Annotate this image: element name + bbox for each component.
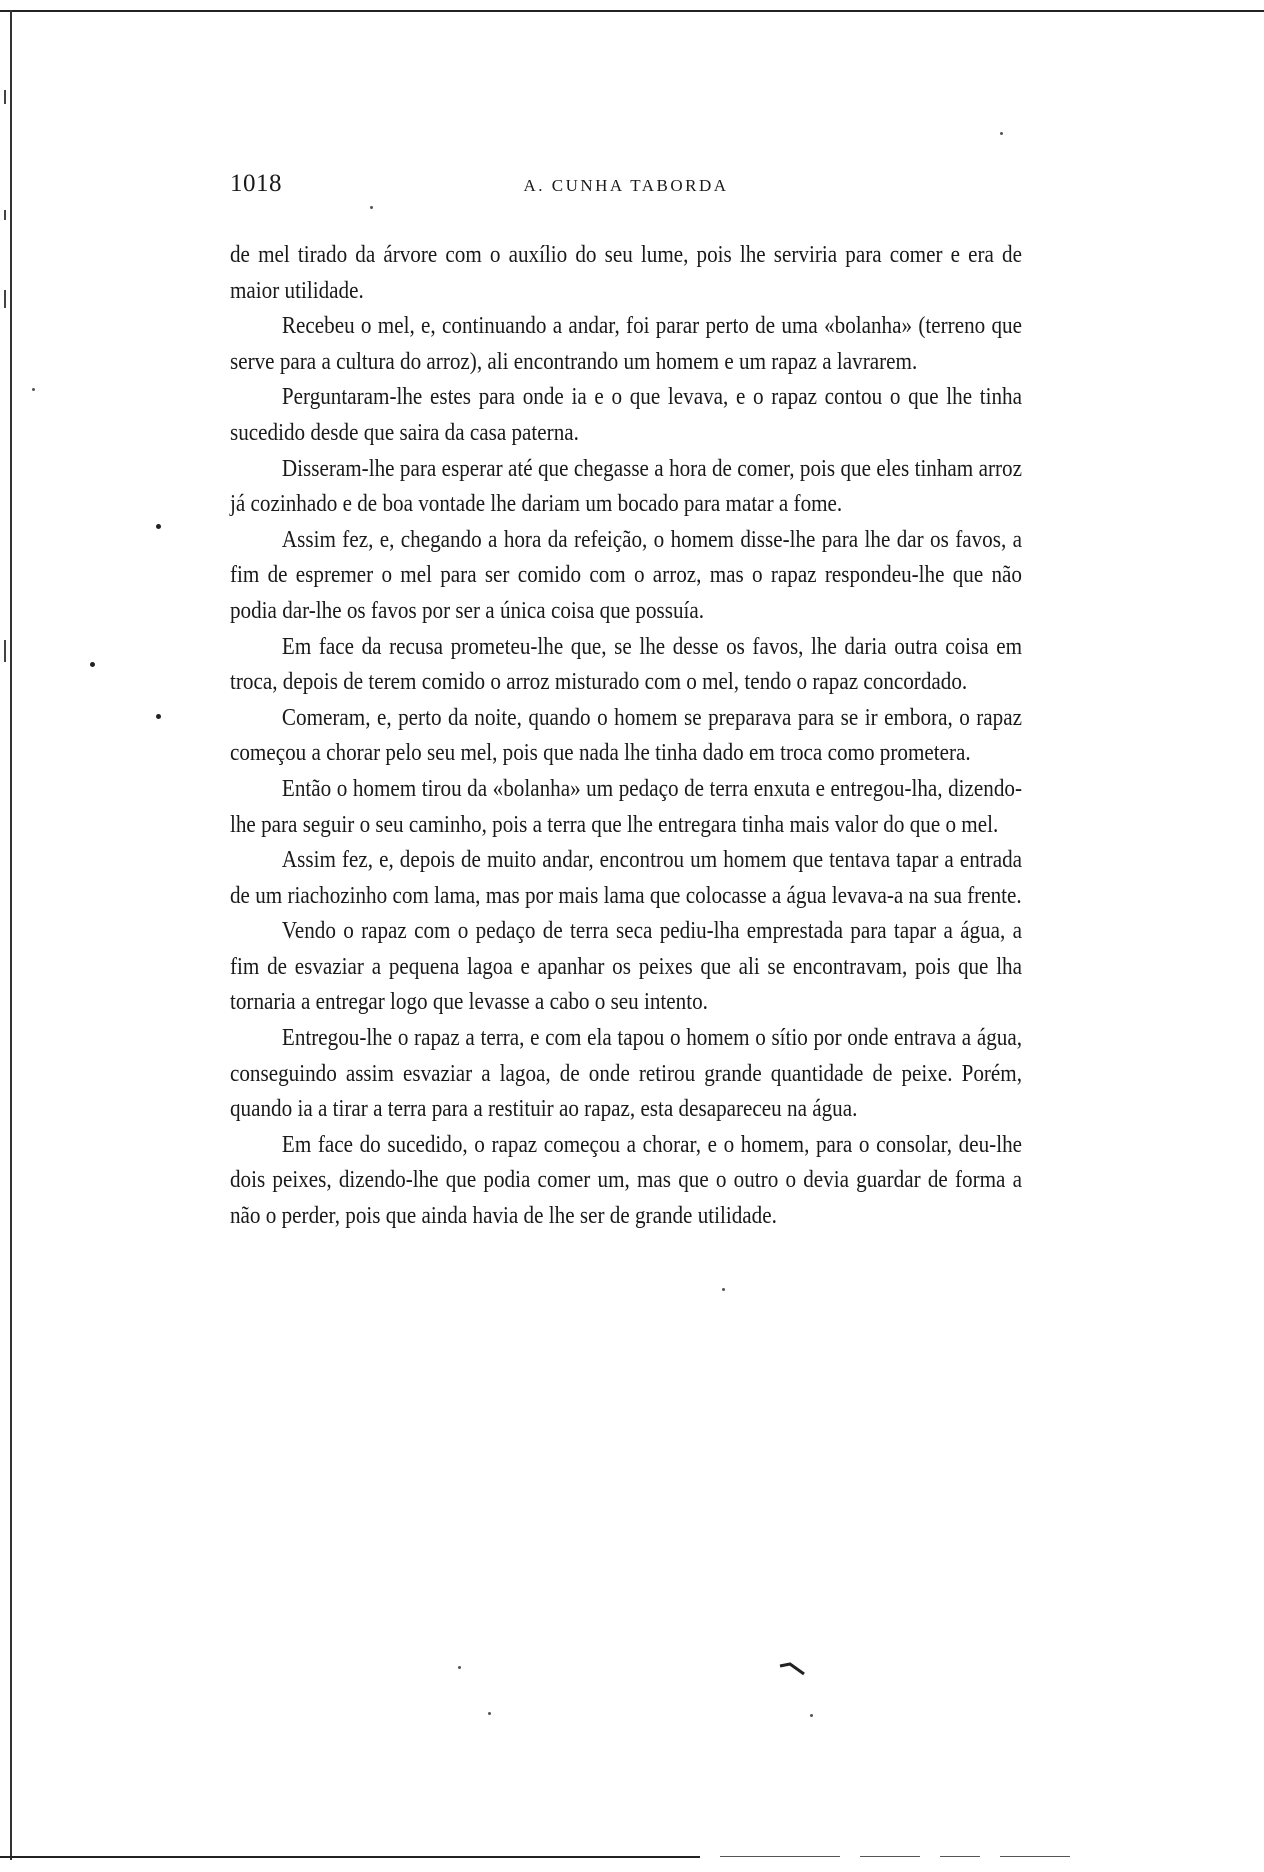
margin-mark [4, 290, 6, 308]
bottom-border-dash [1000, 1856, 1070, 1857]
scan-speck [156, 714, 161, 719]
scan-speck [810, 1714, 813, 1717]
paragraph: Perguntaram-lhe estes para onde ia e o que levava, e o rapaz contou o que lhe tinha sucedido desde que saira da casa paterna. [230, 384, 1022, 446]
body-text [230, 238, 1022, 1235]
scan-speck [458, 1666, 461, 1669]
paragraph: Em face do sucedido, o rapaz começou a chorar, e o homem, para o consolar, deu-lhe dois peixes, dizendo-lhe que podia comer um, mas que o outro o devia guardar de forma a não o perder, pois que ainda havia de lhe ser de grande utilidade. [230, 1131, 1022, 1230]
page-number: 1018 [230, 170, 282, 197]
bottom-border-dash [940, 1856, 980, 1857]
running-title: A. CUNHA TABORDA [523, 176, 729, 195]
paragraph: Vendo o rapaz com o pedaço de terra seca pediu-lha emprestada para tapar a água, a fim de esvaziar a pequena lagoa e apanhar os peixes que ali se encontravam, pois que lha tornaria a entregar logo que levasse a cabo o seu intento. [230, 918, 1022, 1016]
scan-speck [370, 206, 373, 209]
paragraph: Recebeu o mel, e, continuando a andar, foi parar perto de uma «bolanha» (terreno que serve para a cultura do arroz), ali encontrando um homem e um rapaz a lavrarem. [230, 313, 1022, 375]
running-head [230, 170, 1022, 206]
paragraph: Assim fez, e, depois de muito andar, encontrou um homem que tentava tapar a entrada de um riachozinho com lama, mas por mais lama que colocasse a água levava-a na sua frente. [230, 847, 1022, 909]
paragraph-continuation: de mel tirado da árvore com o auxílio do seu lume, pois lhe serviria para comer e era de maior utilidade. [230, 242, 1022, 304]
scan-smudge [778, 1660, 808, 1676]
paragraph: Comeram, e, perto da noite, quando o homem se preparava para se ir embora, o rapaz começou a chorar pelo seu mel, pois que nada lhe tinha dado em troca como prometera. [230, 704, 1022, 767]
paragraph: Assim fez, e, chegando a hora da refeição, o homem disse-lhe para lhe dar os favos, a fim de espremer o mel para ser comido com o arroz, mas o rapaz respondeu-lhe que não podia dar-lhe os favos por ser a única coisa que possuía. [230, 526, 1022, 624]
top-border-line [0, 10, 1264, 12]
scan-speck [90, 662, 95, 667]
scan-speck [156, 524, 161, 529]
margin-mark [4, 640, 6, 662]
paragraph: Em face da recusa prometeu-lhe que, se lhe desse os favos, lhe daria outra coisa em troca, depois de terem comido o arroz misturado com o mel, tendo o rapaz concordado. [230, 633, 1022, 696]
scan-speck [722, 1288, 725, 1291]
scan-speck [1000, 132, 1003, 135]
bottom-border-line [0, 1856, 700, 1858]
paragraph: Entregou-lhe o rapaz a terra, e com ela tapou o homem o sítio por onde entrava a água, conseguindo assim esvaziar a lagoa, de onde retirou grande quantidade de peixe. Porém, quando ia a tirar a terra para a restituir ao rapaz, esta desapareceu na água. [230, 1025, 1022, 1123]
left-border-line [10, 10, 12, 1860]
scan-speck [32, 388, 35, 391]
paragraph: Disseram-lhe para esperar até que chegasse a hora de comer, pois que eles tinham arroz já cozinhado e de boa vontade lhe dariam um bocado para matar a fome. [230, 455, 1022, 518]
margin-mark [4, 90, 6, 104]
bottom-border-dash [860, 1856, 920, 1857]
margin-mark [4, 210, 6, 220]
scan-speck [488, 1712, 491, 1715]
paragraph: Então o homem tirou da «bolanha» um pedaço de terra enxuta e entregou-lha, dizendo-lhe para seguir o seu caminho, pois a terra que lhe entregara tinha mais valor do que o mel. [230, 775, 1022, 838]
bottom-border-dash [720, 1856, 840, 1857]
